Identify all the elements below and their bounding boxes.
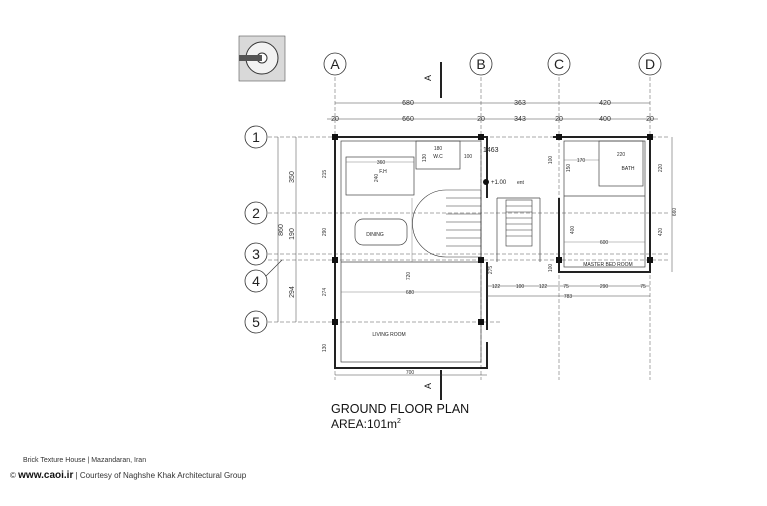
copyright-icon: © [10,471,16,480]
dim-inner-343: 343 [514,116,526,123]
level-value: +1.00 [491,180,507,186]
axis-bubble-1 [245,126,267,148]
dim-int-420: 420 [658,227,664,237]
dim-right-660: 660 [672,207,678,217]
dim-int-290: 290 [322,227,328,237]
dim-left-350: 350 [289,171,296,183]
axis-label-C: C [553,56,565,72]
dim-int-720: 720 [406,271,412,281]
dim-sub-75b: 75 [640,284,646,290]
dim-left-190: 190 [289,228,296,240]
axis-label-B: B [476,56,486,72]
axis-label-1: 1 [252,129,260,145]
dim-sub-100: 100 [515,284,525,290]
dim-int-360: 360 [376,160,386,166]
dim-sub-290: 290 [599,284,609,290]
area-superscript: 2 [397,418,401,425]
plan-area [331,417,401,431]
level-unit: ent [517,180,524,186]
dim-int-600: 600 [599,240,609,246]
plan-title: GROUND FLOOR PLAN [331,402,470,416]
dim-int-100b: 100 [548,263,554,273]
axis-label-5: 5 [252,314,260,330]
dim-int-220: 220 [616,152,626,158]
axis-label-3: 3 [252,246,260,262]
room-label-dining: DINING [366,232,384,238]
stair-dim-1463: 1463 [483,147,499,154]
axis-bubble-D [639,53,661,75]
axis-bubble-B [470,53,492,75]
dim-bottom-700: 700 [405,370,415,376]
room-label-fh: F.H [379,169,387,175]
axis-bubble-5 [245,311,267,333]
room-label-master-bed: MASTER BED ROOM [583,262,633,268]
axis-label-D: D [644,56,656,72]
site-link[interactable]: www.caoi.ir [18,470,74,481]
axis-bubble-4 [245,260,282,292]
dim-top-363: 363 [514,100,526,107]
dim-top-680: 680 [402,100,414,107]
compass-symbol [239,36,285,81]
dim-int-240: 240 [374,173,380,183]
straight-stair [506,200,532,246]
dim-int-680: 680 [405,290,415,296]
dim-inner-20c: 20 [555,116,563,123]
dim-sub-122a: 122 [491,284,501,290]
dim-int-130: 130 [422,153,428,163]
dim-int-274: 274 [322,287,328,297]
axis-bubble-C [548,53,570,75]
dim-int-180: 180 [433,146,443,152]
dim-int-275: 275 [488,265,494,275]
section-label-top: A [423,74,433,82]
section-mark-top [423,62,441,98]
room-label-bath: BATH [621,166,635,172]
axis-bubble-A [324,53,346,75]
dim-int-215: 215 [322,169,328,179]
room-label-living: LIVING ROOM [372,332,406,338]
dim-int-400: 400 [570,225,576,235]
source-credit [10,470,246,481]
courtesy-text: | Courtesy of Naghshe Khak Architectural Group [75,471,247,480]
dim-int-150: 150 [566,163,572,173]
dim-int-100: 100 [463,154,473,160]
axis-label-A: A [330,56,340,72]
project-credit: Brick Texture House | Mazandaran, Iran [23,457,147,464]
dim-inner-400: 400 [599,116,611,123]
dim-left-860: 860 [278,224,285,236]
area-text: AREA:101m [331,417,398,431]
dim-int-100c: 100 [548,155,554,165]
room-label-wc: W.C [433,154,443,160]
dim-sub-122b: 122 [538,284,548,290]
dim-int-170: 170 [576,158,586,164]
dim-inner-20a: 20 [331,116,339,123]
level-marker [483,179,525,186]
dim-int-130b: 130 [322,343,328,353]
axis-bubble-2 [245,202,267,224]
axis-bubble-3 [245,243,267,265]
bottom-dimension-lines [335,286,650,375]
dim-inner-20d: 20 [646,116,654,123]
dim-sub-75a: 75 [563,284,569,290]
dim-left-294: 294 [289,286,296,298]
dim-inner-20b: 20 [477,116,485,123]
dim-top-420: 420 [599,100,611,107]
dim-sub-total-783: 783 [563,294,573,300]
section-mark-bottom [423,370,441,400]
axis-label-2: 2 [252,205,260,221]
axis-label-4: 4 [252,273,260,289]
dim-int-220b: 220 [658,163,664,173]
dim-inner-660: 660 [402,116,414,123]
spiral-stair [413,190,482,257]
section-label-bottom: A [423,382,433,390]
